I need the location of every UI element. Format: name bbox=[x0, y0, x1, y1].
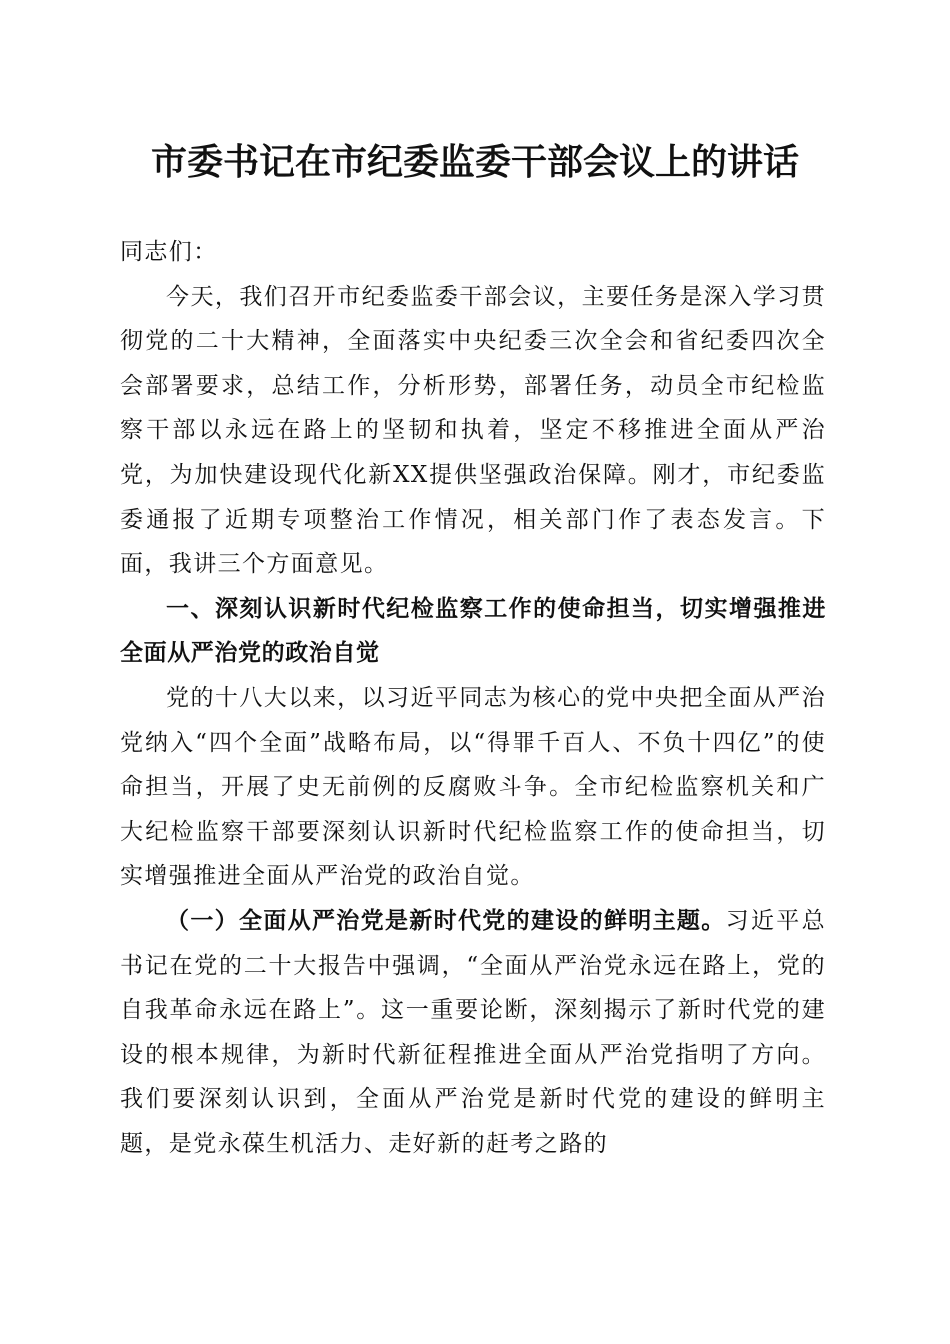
salutation: 同志们： bbox=[120, 239, 218, 265]
intro-paragraph: 今天，我们召开市纪委监委干部会议，主要任务是深入学习贯彻党的二十大精神，全面落实中央纪委三次全会和省纪委四次全会部署要求，总结工作，分析形势，部署任务，动员全市纪检监察干部以永远在路上的坚韧和执着，坚定不移推进全面从严治党，为加快建设现代化新XX提供坚强政治保障。刚才，市纪委监委通报了近期专项整治工作情况，相关部门作了表态发言。下面，我讲三个方面意见。 bbox=[120, 283, 826, 578]
section-one-heading: 一、深刻认识新时代纪检监察工作的使命担当，切实增强推进全面从严治党的政治自觉 bbox=[120, 595, 826, 667]
document-title: 市委书记在市纪委监委干部会议上的讲话 bbox=[150, 141, 799, 183]
subsection-one-heading: （一）全面从严治党是新时代党的建设的鲜明主题。 bbox=[166, 907, 726, 934]
section-one-paragraph: 党的十八大以来，以习近平同志为核心的党中央把全面从严治党纳入“四个全面”战略布局，以“得罪千百人、不负十四亿”的使命担当，开展了史无前例的反腐败斗争。全市纪检监察机关和广大纪检监察干部要深刻认识新时代纪检监察工作的使命担当，切实增强推进全面从严治党的政治自觉。 bbox=[120, 684, 826, 890]
subsection-one-body: 习近平总书记在党的二十大报告中强调，“全面从严治党永远在路上，党的自我革命永远在路上”。这一重要论断，深刻揭示了新时代党的建设的根本规律，为新时代新征程推进全面从严治党指明了方向。我们要深刻认识到，全面从严治党是新时代党的建设的鲜明主题，是党永葆生机活力、走好新的赶考之路的 bbox=[120, 907, 827, 1157]
document-body bbox=[120, 230, 826, 1166]
subsection-one-paragraph bbox=[120, 899, 826, 1167]
